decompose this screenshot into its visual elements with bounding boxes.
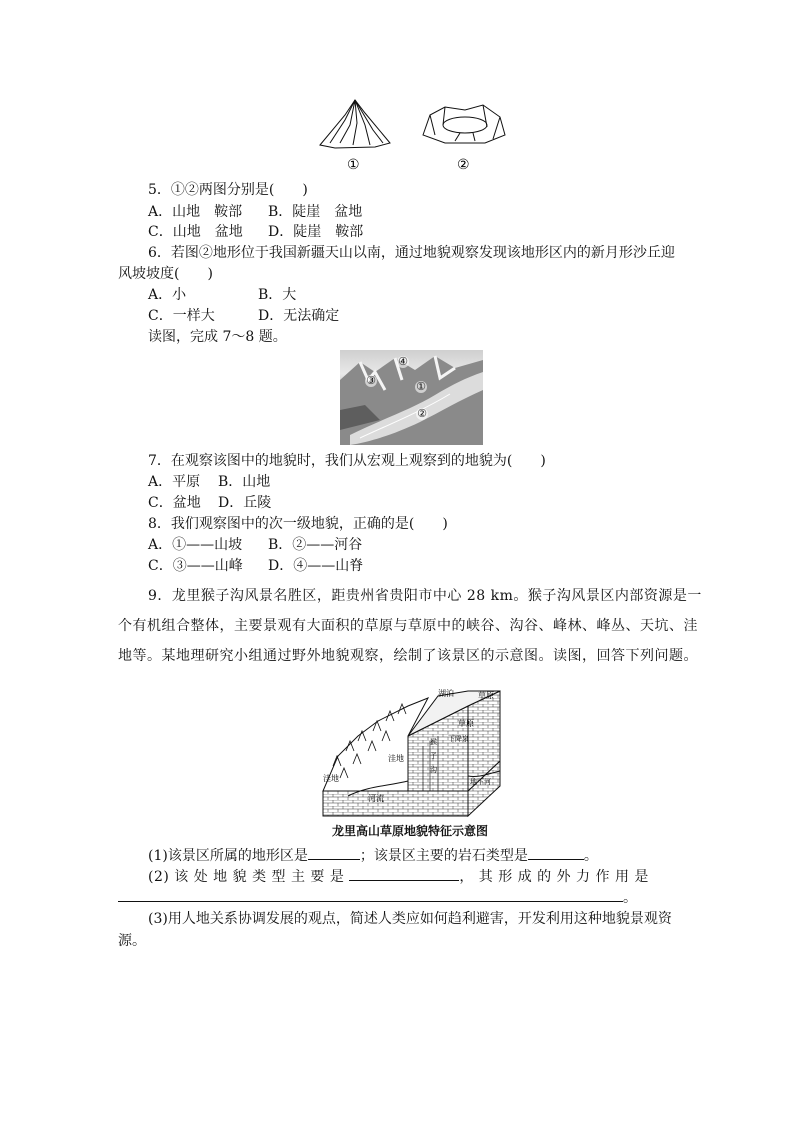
- mountain-sketch-icon: [320, 100, 390, 148]
- q9-paragraph-line1: 9．龙里猴子沟风景名胜区，距贵州省贵阳市中心 28 km。猴子沟风景区内部资源是一: [148, 588, 702, 604]
- fig-label-1: ①: [347, 157, 360, 173]
- sub-question-1: [148, 845, 598, 866]
- q7-option-c[interactable]: C．盆地: [148, 495, 201, 511]
- sub-question-2: [148, 866, 649, 887]
- sub-question-3-line2: 源。: [118, 933, 146, 949]
- diagram-label-depression-1: 洼地: [323, 774, 339, 783]
- photo-label-2: ②: [417, 407, 427, 420]
- sub2-text-a: (2) 该 处 地 貌 类 型 主 要 是: [148, 869, 345, 885]
- q9-paragraph-line3: 地等。某地理研究小组通过野外地貌观察，绘制了该景区的示意图。读图，回答下列问题。: [118, 648, 698, 664]
- diagram-label-spring: 下降泉: [448, 735, 469, 743]
- landform-sketches: [315, 95, 510, 175]
- q6-option-d[interactable]: D．无法确定: [258, 308, 340, 324]
- diagram-label-grassland-2: 草原: [458, 719, 474, 728]
- q6-stem-line1: 6．若图②地形位于我国新疆天山以南，通过地貌观察发现该地形区内的新月形沙丘迎: [148, 245, 675, 261]
- glacier-valley-photo: [340, 350, 483, 445]
- q7-option-b[interactable]: B．山地: [218, 474, 271, 490]
- sub-question-2-line2: [118, 887, 637, 908]
- q5-stem: 5．①②两图分别是( ): [148, 182, 308, 198]
- q6-option-a[interactable]: A．小: [148, 287, 187, 303]
- diagram-label-gully: 沟: [430, 766, 437, 774]
- diagram-label-monkey: 猴: [430, 738, 437, 746]
- q7-stem: 7．在观察该图中的地貌时，我们从宏观上观察到的地貌为( ): [148, 453, 546, 469]
- diagram-caption: 龙里高山草原地貌特征示意图: [332, 824, 489, 838]
- q6-option-b[interactable]: B．大: [258, 287, 297, 303]
- glacier-photo-art: [340, 350, 483, 445]
- sub2-text-c: 。: [623, 890, 637, 906]
- q5-option-c[interactable]: C．山地 盆地: [148, 224, 243, 240]
- sub2-blank-1[interactable]: [349, 866, 459, 881]
- q7-option-a[interactable]: A．平原: [148, 474, 201, 490]
- diagram-label-lake: 湖泊: [438, 689, 454, 698]
- sub1-text-a: (1)该景区所属的地形区是: [148, 848, 308, 864]
- sub1-blank-2[interactable]: [528, 845, 584, 860]
- photo-label-1: ①: [416, 380, 426, 393]
- diagram-label-underground-river: 地下河: [470, 778, 491, 786]
- sub1-text-b: ；该景区主要的岩石类型是: [359, 848, 528, 864]
- q8-option-a[interactable]: A．①——山坡: [148, 537, 243, 553]
- diagram-label-depression-2: 洼地: [388, 754, 404, 763]
- sub-question-3-line1: (3)用人地关系协调发展的观点，简述人类应如何趋利避害，开发利用这种地貌景观资: [148, 911, 672, 927]
- q5-option-a[interactable]: A．山地 鞍部: [148, 204, 243, 220]
- q5-option-d[interactable]: D．陡崖 鞍部: [268, 224, 364, 240]
- q8-option-b[interactable]: B．②——河谷: [268, 537, 363, 553]
- diagram-label-grassland-1: 草原: [478, 691, 494, 700]
- fig-label-2: ②: [457, 157, 470, 173]
- sub2-text-b: ， 其 形 成 的 外 力 作 用 是: [459, 869, 649, 885]
- karst-block-diagram: [318, 686, 508, 820]
- q8-stem: 8．我们观察图中的次一级地貌，正确的是( ): [148, 516, 448, 532]
- q9-paragraph-line2: 个有机组合整体，主要景观有大面积的草原与草原中的峡谷、沟谷、峰林、峰丛、天坑、洼: [118, 618, 698, 634]
- sub1-blank-1[interactable]: [308, 845, 360, 860]
- sub1-text-c: 。: [583, 848, 598, 864]
- q6-stem-line2: 风坡坡度( ): [118, 266, 213, 282]
- q7-option-d[interactable]: D．丘陵: [218, 495, 272, 511]
- q6-option-c[interactable]: C．一样大: [148, 308, 215, 324]
- sub2-blank-2[interactable]: [118, 887, 623, 902]
- q8-option-c[interactable]: C．③——山峰: [148, 558, 243, 574]
- q5-option-b[interactable]: B．陡崖 盆地: [268, 204, 363, 220]
- intro-7-8: 读图，完成 7～8 题。: [148, 329, 287, 345]
- photo-label-4: ④: [398, 355, 408, 368]
- basin-sketch-icon: [423, 105, 505, 143]
- diagram-label-zi: 子: [430, 752, 437, 760]
- q8-option-d[interactable]: D．④——山脊: [268, 558, 364, 574]
- diagram-label-river: 河流: [368, 794, 384, 803]
- photo-label-3: ③: [366, 374, 376, 387]
